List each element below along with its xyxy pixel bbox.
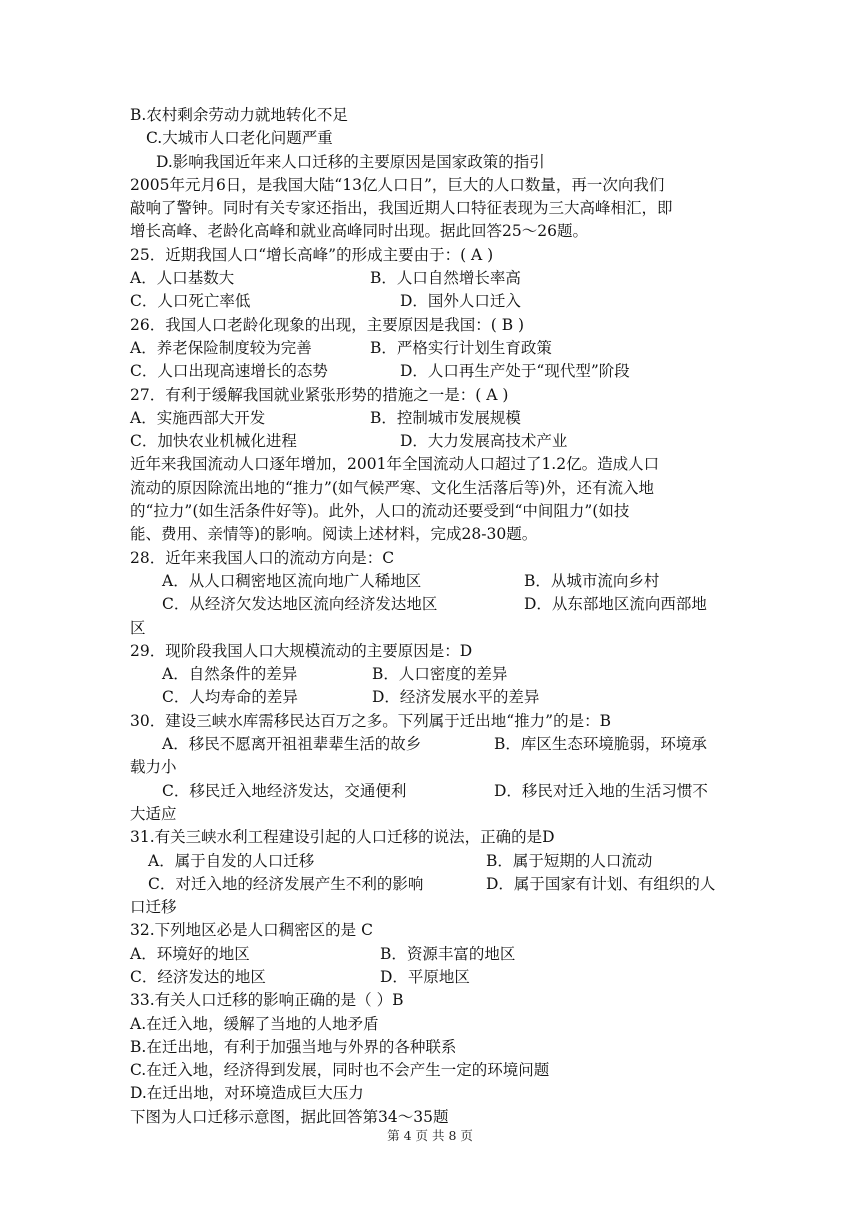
passage-line: 敲响了警钟。同时有关专家还指出，我国近期人口特征表现为三大高峰相汇，即 [130,199,673,218]
question-26: 26．我国人口老龄化现象的出现，主要原因是我国：( B ) [130,315,525,334]
option-c: C．从经济欠发达地区流向经济发达地区 [162,595,438,614]
options-row [130,943,736,966]
option-c: C.在迁入地，经济得到发展，同时也不会产生一定的环境问题 [130,1061,550,1080]
option-c: C．人均寿命的差异 [162,688,298,707]
question-25: 25．近期我国人口“增长高峰”的形成主要由于：( A ) [130,245,494,264]
question-31: 31.有关三峡水利工程建设引起的人口迁移的说法，正确的是D [130,828,555,847]
option-b: B．资源丰富的地区 [380,944,516,963]
passage-line: 的“拉力”(如生活条件好等)。此外，人口的流动还要受到“中间阻力”(如技 [130,502,630,521]
option-b: B．人口密度的差异 [372,665,508,684]
option-c: C．经济发达的地区 [130,967,266,986]
document-body [130,104,736,1129]
text-line: D.影响我国近年来人口迁移的主要原因是国家政策的指引 [156,152,545,171]
question-30: 30．建设三峡水库需移民达百万之多。下列属于迁出地“推力”的是：B [130,711,611,730]
passage-line: 增长高峰、老龄化高峰和就业高峰同时出现。据此回答25～26题。 [130,222,588,241]
option-c: C．加快农业机械化进程 [130,432,297,451]
question-27: 27．有利于缓解我国就业紧张形势的措施之一是：( A ) [130,385,509,404]
option-b: B．属于短期的人口流动 [486,851,653,870]
wrapped-line: 口迁移 [130,898,177,917]
question-33: 33.有关人口迁移的影响正确的是（ ）B [130,991,404,1010]
option-c: C．对迁入地的经济发展产生不利的影响 [148,874,424,893]
option-d: D．属于国家有计划、有组织的人 [486,874,716,893]
option-a: A．环境好的地区 [130,944,250,963]
options-row [130,780,736,803]
passage-line: 下图为人口迁移示意图，据此回答第34～35题 [130,1107,449,1126]
option-d: D．大力发展高技术产业 [400,432,568,451]
question-29: 29．现阶段我国人口大规模流动的主要原因是：D [130,641,473,660]
options-row [130,360,736,383]
options-row [130,430,736,453]
passage-line: 能、费用、亲情等)的影响。阅读上述材料，完成28-30题。 [130,525,538,544]
options-row [130,733,736,756]
passage-line: 近年来我国流动人口逐年增加，2001年全国流动人口超过了1.2亿。造成人口 [130,455,660,474]
options-row [130,570,736,593]
options-row [130,337,736,360]
passage-line: 2005年元月6日，是我国大陆“13亿人口日”，巨大的人口数量，再一次向我们 [130,175,665,194]
options-row [130,593,736,616]
option-d: D．从东部地区流向西部地 [524,595,707,614]
option-c: C．人口出现高速增长的态势 [130,362,328,381]
option-b: B．控制城市发展规模 [370,408,521,427]
page-footer: 第 4 页 共 8 页 [387,1128,473,1143]
option-a: A．自然条件的差异 [162,665,298,684]
wrapped-line: 载力小 [130,758,177,777]
passage-line: 流动的原因除流出地的“推力”(如气候严寒、文化生活落后等)外，还有流入地 [130,478,654,497]
options-row [130,290,736,313]
text-line: C.大城市人口老化问题严重 [146,129,333,148]
options-row [130,966,736,989]
option-d: D.在迁出地，对环境造成巨大压力 [130,1084,364,1103]
options-row [130,686,736,709]
option-d: D．平原地区 [380,967,470,986]
wrapped-line: 大适应 [130,804,177,823]
options-row [130,873,736,896]
option-d: D．人口再生产处于“现代型”阶段 [400,362,630,381]
option-b: B．严格实行计划生育政策 [370,338,552,357]
question-32: 32.下列地区必是人口稠密区的是 C [130,921,373,940]
option-d: D．移民对迁入地的生活习惯不 [494,781,708,800]
option-b: B．人口自然增长率高 [370,269,521,288]
question-28: 28．近年来我国人口的流动方向是：C [130,548,395,567]
wrapped-line: 区 [130,618,146,637]
options-row [130,850,736,873]
option-b: B.在迁出地，有利于加强当地与外界的各种联系 [130,1037,457,1056]
option-d: D．国外人口迁入 [400,292,521,311]
options-row [130,267,736,290]
option-c: C．移民迁入地经济发达，交通便利 [162,781,407,800]
option-a: A．实施西部大开发 [130,408,266,427]
option-a: A．属于自发的人口迁移 [148,851,315,870]
option-c: C．人口死亡率低 [130,292,251,311]
option-d: D．经济发展水平的差异 [372,688,540,707]
option-a: A．养老保险制度较为完善 [130,338,312,357]
option-a: A．移民不愿离开祖祖辈辈生活的故乡 [162,735,422,754]
text-line: B.农村剩余劳动力就地转化不足 [130,106,348,124]
options-row [130,407,736,430]
option-b: B．从城市流向乡村 [524,571,660,590]
option-a: A．人口基数大 [130,269,235,288]
option-a: A．从人口稠密地区流向地广人稀地区 [162,571,422,590]
option-a: A.在迁入地，缓解了当地的人地矛盾 [130,1014,379,1033]
option-b: B．库区生态环境脆弱，环境承 [494,735,707,754]
options-row [130,663,736,686]
